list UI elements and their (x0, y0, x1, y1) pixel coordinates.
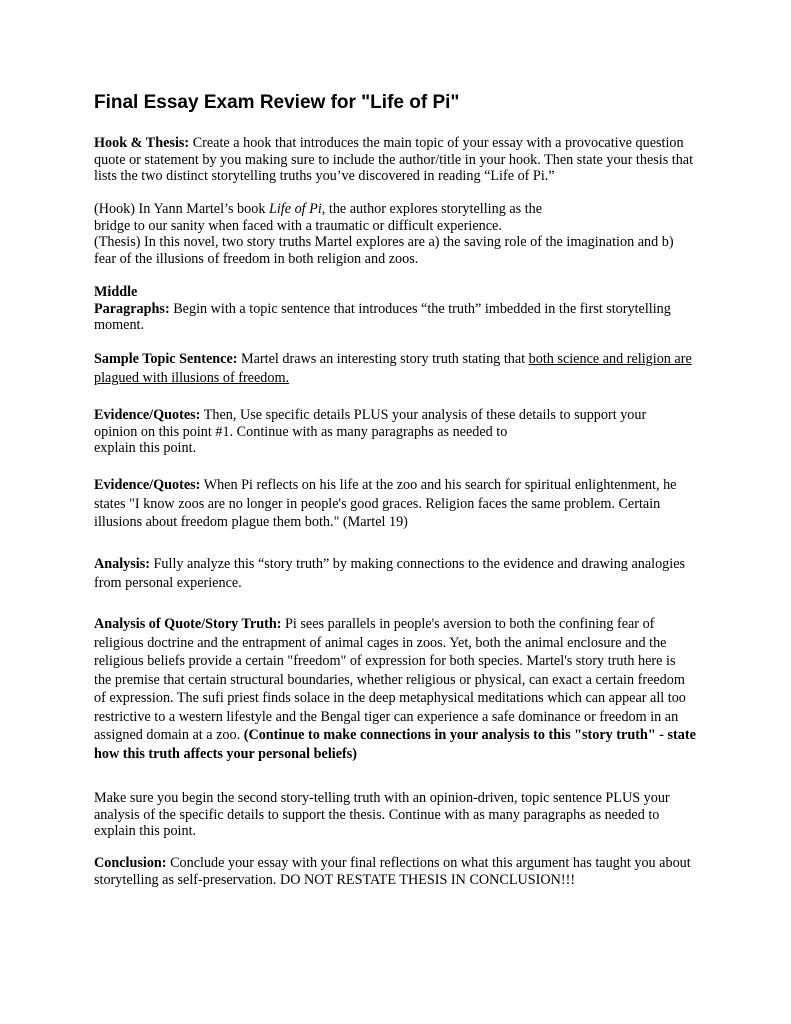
hook-thesis-section (94, 135, 693, 185)
topic-sentence-label: Sample Topic Sentence: (94, 351, 238, 367)
topic-sentence-section (94, 350, 692, 387)
example-text: bridge to our sanity when faced with a traumatic or difficult experience. (94, 217, 502, 234)
analysis-quote-label: Analysis of Quote/Story Truth: (94, 616, 282, 632)
second-truth-text: explain this point. (94, 823, 197, 839)
second-truth-text: analysis of the specific details to support the thesis. Continue with as many paragraphs as needed to (94, 806, 660, 823)
evidence-quote: states "I know zoos are no longer in people's good graces. Religion faces the same problem. Certain (94, 495, 661, 512)
book-title: Life of Pi (268, 201, 322, 217)
evidence-label: Evidence/Quotes: (94, 477, 201, 493)
analysis-quote-text: restrictive to a western lifestyle and the Bengal tiger can experience a safe dominance or freedom in an (94, 708, 679, 725)
second-truth-section (94, 790, 670, 840)
analysis-section (94, 555, 685, 592)
example-text: , the author explores storytelling as the (321, 201, 543, 217)
middle-section (94, 284, 671, 334)
paragraphs-label: Paragraphs: (94, 300, 170, 317)
example-text: fear of the illusions of freedom in both religion and zoos. (94, 250, 419, 267)
analysis-quote-text: of expression. The sufi priest finds solace in the deep metaphysical meditations which can appear all too (94, 690, 686, 706)
evidence-quote: illusions about freedom plague them both." (Martel 19) (94, 514, 408, 530)
hook-thesis-text: lists the two distinct storytelling truths you’ve discovered in reading “Life of Pi.” (94, 168, 555, 184)
conclusion-text: storytelling as self-preservation. DO NOT RESTATE THESIS IN CONCLUSION!!! (94, 871, 576, 888)
conclusion-text: Conclude your essay with your final reflections on what this argument has taught you about (166, 855, 691, 871)
analysis-quote-instruction: (Continue to make connections in your analysis to this "story truth" - state (243, 727, 696, 743)
paragraphs-text: Begin with a topic sentence that introduces “the truth” imbedded in the first storytelling (169, 300, 671, 317)
analysis-text: from personal experience. (94, 574, 242, 591)
analysis-quote-text: assigned domain at a zoo. (94, 727, 244, 743)
example-text: (Thesis) In this novel, two story truths Martel explores are a) the saving role of the imagination and b) (94, 234, 674, 250)
analysis-quote-section (94, 615, 696, 763)
evidence-section-2 (94, 476, 676, 532)
analysis-text: Fully analyze this “story truth” by making connections to the evidence and drawing analogies (149, 556, 686, 572)
evidence-label: Evidence/Quotes: (94, 407, 201, 423)
page-title: Final Essay Exam Review for "Life of Pi" (94, 92, 460, 113)
hook-thesis-text: quote or statement by you making sure to include the author/title in your hook. Then state your thesis that (94, 151, 694, 168)
analysis-quote-text: religious beliefs provide a certain "freedom" of expression for both species. Martel's story truth here is (94, 653, 676, 669)
conclusion-section (94, 855, 691, 888)
conclusion-label: Conclusion: (94, 855, 167, 871)
evidence-text: opinion on this point #1. Continue with as many paragraphs as needed to (94, 423, 508, 440)
evidence-text: Use specific details PLUS your analysis of these details to support your (236, 407, 647, 423)
topic-sentence-underlined: both science and religion are (528, 351, 692, 367)
evidence-then: Then, (200, 407, 237, 423)
analysis-label: Analysis: (94, 556, 150, 572)
evidence-text: explain this point. (94, 440, 197, 456)
analysis-quote-instruction: how this truth affects your personal beliefs) (94, 745, 357, 762)
paragraphs-text: moment. (94, 317, 145, 333)
topic-sentence-underlined: plagued with illusions of freedom. (94, 369, 290, 386)
evidence-text: When Pi reflects on his life at the zoo and his search for spiritual enlightenment, he (200, 477, 677, 493)
example-hook-thesis (94, 201, 674, 267)
topic-sentence-text: Martel draws an interesting story truth stating that (237, 351, 529, 367)
analysis-quote-text: Pi sees parallels in people's aversion to both the confining fear of (281, 616, 655, 632)
evidence-section-1 (94, 407, 646, 457)
example-text: (Hook) In Yann Martel’s book (94, 201, 269, 217)
hook-thesis-text: Create a hook that introduces the main topic of your essay with a provocative question (189, 135, 684, 151)
second-truth-text: Make sure you begin the second story-telling truth with an opinion-driven, topic sentence PLUS your (94, 790, 670, 806)
middle-heading: Middle (94, 284, 138, 300)
analysis-quote-text: the premise that certain structural boundaries, whether religious or physical, can exact a certain freedom (94, 671, 685, 688)
hook-thesis-label: Hook & Thesis: (94, 135, 190, 151)
analysis-quote-text: religious doctrine and the entrapment of animal cages in zoos. Yet, both the animal enclosure and the (94, 634, 667, 651)
